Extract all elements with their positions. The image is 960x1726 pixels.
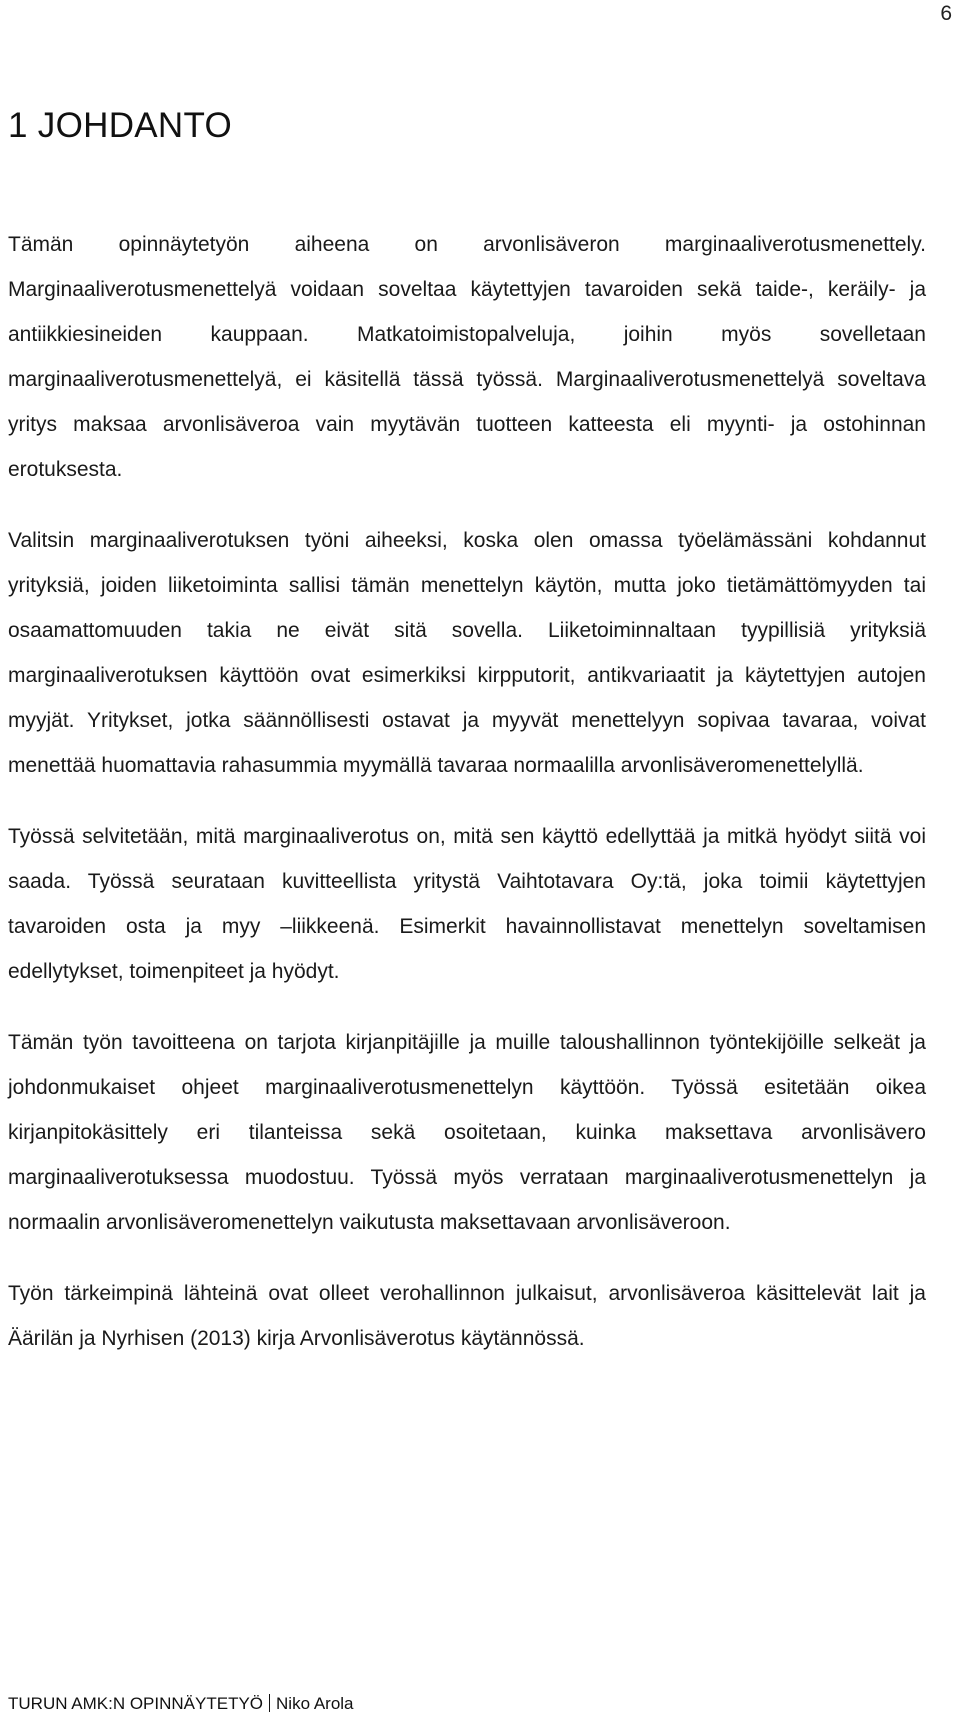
paragraph-motivation: Valitsin marginaaliverotuksen työni aiheeksi, koska olen omassa työelämässäni kohdannut yrityksiä, joiden liiketoiminta sallisi tämän menettelyn käytön, mutta joko tietämättömyyden tai osaamattomuuden takia ne eivät sitä sovella. Liiketoiminnaltaan tyypillisiä yrityksiä marginaaliverotuksen käyttöön ovat esimerkiksi kirpputorit, antikvariaatit ja käytettyjen autojen myyjät. Yritykset, jotka säännöllisesti ostavat ja myyvät menettelyyn sopivaa tavaraa, voivat menettää huomattavia rahasummia myymällä tavaraa normaalilla arvonlisäveromenettelyllä. bbox=[8, 529, 926, 777]
page-footer bbox=[8, 1694, 354, 1714]
footer-author: Niko Arola bbox=[276, 1694, 354, 1713]
footer-institution: TURUN AMK:N OPINNÄYTETYÖ bbox=[8, 1694, 264, 1713]
chapter-heading: 1 JOHDANTO bbox=[8, 106, 233, 145]
paragraph-topic: Tämän opinnäytetyön aiheena on arvonlisäveron marginaaliverotusmenettely. Marginaaliverotusmenettelyä voidaan soveltaa käytettyjen tavaroiden sekä taide-, keräily- ja antiikkiesineiden kauppaan. Matkatoimistopalveluja, joihin myös sovelletaan marginaaliverotusmenettelyä, ei käsitellä tässä työssä. Marginaaliverotusmenettelyä soveltava yritys maksaa arvonlisäveroa vain myytävän tuotteen katteesta eli myynti- ja ostohinnan erotuksesta. bbox=[8, 233, 926, 481]
paragraph-objective: Tämän työn tavoitteena on tarjota kirjanpitäjille ja muille taloushallinnon työntekijöille selkeät ja johdonmukaiset ohjeet marginaaliverotusmenettelyn käyttöön. Työssä esitetään oikea kirjanpitokäsittely eri tilanteissa sekä osoitetaan, kuinka maksettava arvonlisävero marginaaliverotuksessa muodostuu. Työssä myös verrataan marginaaliverotusmenettelyn ja normaalin arvonlisäveromenettelyn vaikutusta maksettavaan arvonlisäveroon. bbox=[8, 1031, 926, 1234]
page-number: 6 bbox=[940, 2, 952, 25]
paragraph-scope: Työssä selvitetään, mitä marginaaliverotus on, mitä sen käyttö edellyttää ja mitkä hyödyt siitä voi saada. Työssä seurataan kuvitteellista yritystä Vaihtotavara Oy:tä, joka toimii käytettyjen tavaroiden osta ja myy –liikkeenä. Esimerkit havainnollistavat menettelyn soveltamisen edellytykset, toimenpiteet ja hyödyt. bbox=[8, 825, 926, 983]
footer-separator bbox=[269, 1694, 270, 1712]
chapter-body bbox=[8, 222, 926, 1387]
paragraph-sources: Työn tärkeimpinä lähteinä ovat olleet verohallinnon julkaisut, arvonlisäveroa käsittelevät lait ja Äärilän ja Nyrhisen (2013) kirja Arvonlisäverotus käytännössä. bbox=[8, 1282, 926, 1350]
